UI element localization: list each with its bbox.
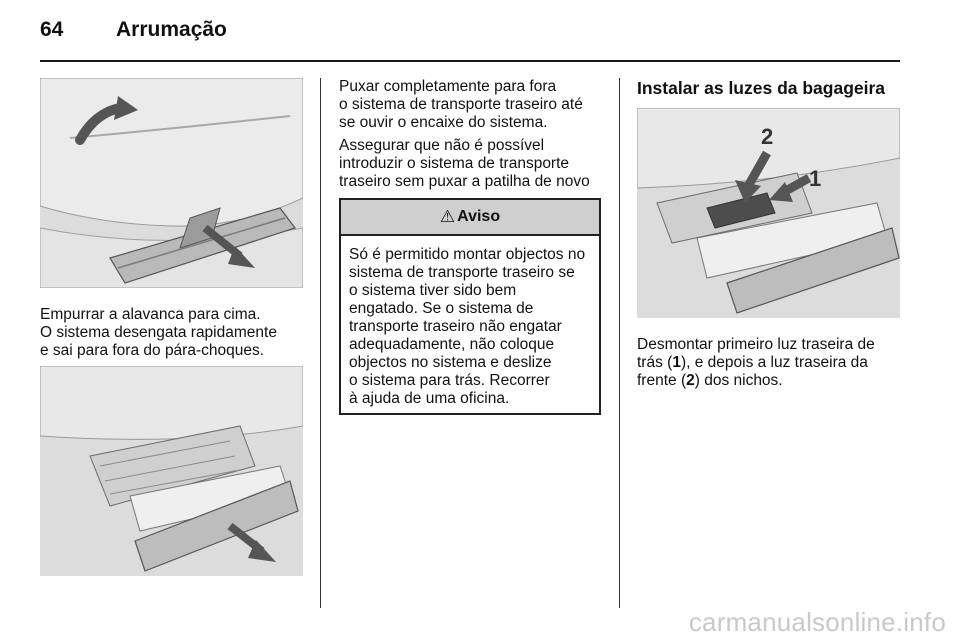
warning-line-2: sistema de transporte traseiro se <box>349 264 575 281</box>
caption-line-3-ref: 2 <box>686 372 695 389</box>
callout-2: 2 <box>761 124 774 149</box>
warning-body <box>341 236 599 408</box>
caption-lever-line-1: Empurrar a alavanca para cima. <box>40 306 261 323</box>
column-divider-1 <box>320 78 321 608</box>
para1-line-2: o sistema de transporte traseiro até <box>339 96 583 113</box>
chapter-title: Arrumação <box>116 18 227 41</box>
caption-line-2 <box>637 354 907 372</box>
header-rule <box>40 60 900 62</box>
warning-header <box>341 200 599 236</box>
warning-line-5: transporte traseiro não engatar <box>349 318 562 335</box>
caption-line-1: Desmontar primeiro luz traseira de <box>637 336 875 353</box>
warning-title: Aviso <box>457 208 501 225</box>
warning-line-1: Só é permitido montar objectos no <box>349 246 586 263</box>
warning-line-6: adequadamente, não coloque <box>349 336 555 353</box>
callout-1: 1 <box>809 166 822 191</box>
caption-line-3-post: ) dos nichos. <box>694 372 783 389</box>
warning-icon: ⚠ <box>439 207 456 226</box>
caption-lever <box>40 306 312 360</box>
para2-line-1: Assegurar que não é possível <box>339 137 545 154</box>
page-header <box>40 18 227 48</box>
warning-line-3: o sistema tiver sido bem <box>349 282 517 299</box>
paragraph-ensure <box>339 137 614 191</box>
illustration-pull-out <box>40 366 303 576</box>
para1-line-1: Puxar completamente para fora <box>339 78 557 95</box>
caption-lever-line-2: O sistema desengata rapidamente <box>40 324 277 341</box>
column-divider-2 <box>619 78 620 608</box>
para1-line-3: se ouvir o encaixe do sistema. <box>339 114 548 131</box>
caption-line-3-pre: frente ( <box>637 372 687 389</box>
caption-lever-line-3: e sai para fora do pára-choques. <box>40 342 265 359</box>
warning-line-8: o sistema para trás. Recorrer <box>349 372 550 389</box>
warning-box <box>339 198 601 415</box>
page-number: 64 <box>40 18 64 41</box>
watermark: carmanualsonline.info <box>688 607 946 637</box>
warning-line-4: engatado. Se o sistema de <box>349 300 534 317</box>
caption-line-3 <box>637 372 907 390</box>
illustration-remove-lights <box>637 108 900 318</box>
caption-line-2-pre: trás ( <box>637 354 673 371</box>
illustration-lever-up <box>40 78 303 288</box>
warning-line-9: à ajuda de uma oficina. <box>349 390 510 407</box>
paragraph-pull-out <box>339 78 609 132</box>
caption-remove-lights <box>637 336 907 390</box>
para2-line-3: traseiro sem puxar a patilha de novo <box>339 173 590 190</box>
warning-line-7: objectos no sistema e deslize <box>349 354 552 371</box>
caption-line-2-post: ), e depois a luz traseira da <box>680 354 868 371</box>
para2-line-2: introduzir o sistema de transporte <box>339 155 570 172</box>
caption-line-2-ref: 1 <box>672 354 681 371</box>
section-title-luggage-lights: Instalar as luzes da bagageira <box>637 78 886 98</box>
